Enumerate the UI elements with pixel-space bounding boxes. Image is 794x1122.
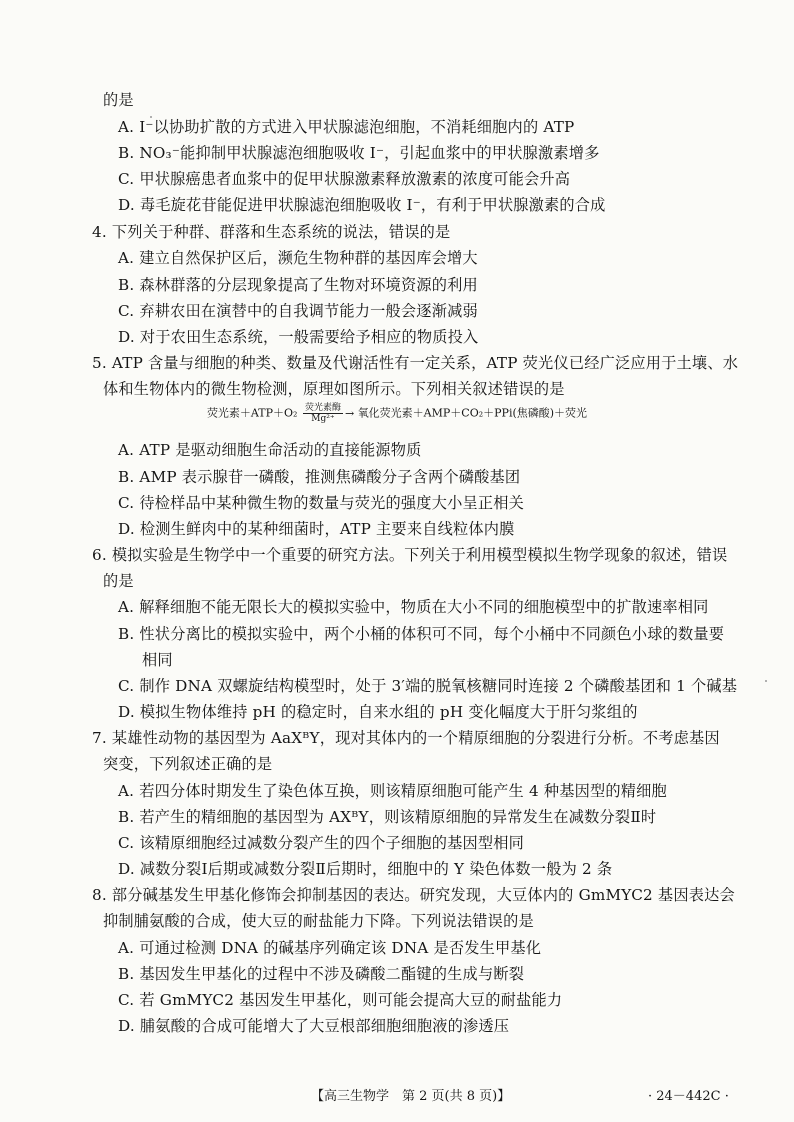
text-line: A. 可通过检测 DNA 的碱基序列确定该 DNA 是否发生甲基化 [118,939,542,957]
text-line: B. 性状分离比的模拟实验中，两个小桶的体积可不同，每个小桶中不同颜色小球的数量要 [118,625,725,643]
text-line: B. AMP 表示腺苷一磷酸，推测焦磷酸分子含两个磷酸基团 [118,468,521,486]
text-line: C. 该精原细胞经过减数分裂产生的四个子细胞的基因型相同 [118,834,525,852]
text-line: C. 弃耕农田在演替中的自我调节能力一般会逐渐减弱 [118,302,478,320]
text-line: D. 对于农田生态系统，一般需要给予相应的物质投入 [118,328,479,346]
text-line: D. 模拟生物体维持 pH 的稳定时，自来水组的 pH 变化幅度大于肝匀浆组的 [118,703,638,721]
luciferase-reaction-equation [0,403,794,424]
text-line: 4. 下列关于种群、群落和生态系统的说法，错误的是 [92,223,451,241]
text-line: A. 解释细胞不能无限长大的模拟实验中，物质在大小不同的细胞模型中的扩散速率相同 [118,598,709,616]
text-line: B. 基因发生甲基化的过程中不涉及磷酸二酯键的生成与断裂 [118,965,525,983]
text-line: D. 减数分裂Ⅰ后期或减数分裂Ⅱ后期时，细胞中的 Y 染色体数一般为 2 条 [118,860,613,878]
reaction-arrow: → [344,406,355,420]
text-line: 8. 部分碱基发生甲基化修饰会抑制基因的表达。研究发现，大豆体内的 GmMYC2 基因表达会 [92,886,735,904]
equation-reactants: 荧光素＋ATP＋O₂ [206,406,298,420]
text-line: 7. 某雄性动物的基因型为 AaXᴮY，现对其体内的一个精原细胞的分裂进行分析。不考虑基因 [92,729,720,747]
text-line: 的是 [103,91,134,109]
text-line: A. 建立自然保护区后，濒危生物种群的基因库会增大 [118,249,478,267]
text-line: 突变，下列叙述正确的是 [103,755,273,773]
text-line: C. 甲状腺癌患者血浆中的促甲状腺激素释放激素的浓度可能会升高 [118,170,571,188]
scan-speck [765,680,767,682]
text-line: D. 检测生鲜肉中的某种细菌时，ATP 主要来自线粒体内膜 [118,520,515,538]
reaction-condition [303,403,343,424]
footer-exam-code: · 24－442C · [648,1089,729,1104]
text-line: D. 毒毛旋花苷能促进甲状腺滤泡细胞吸收 I⁻，有利于甲状腺激素的合成 [118,196,606,214]
text-line: A. ATP 是驱动细胞生命活动的直接能源物质 [118,441,422,459]
text-line: 的是 [103,572,134,590]
reaction-cofactor: Mg²⁺ [311,414,335,424]
text-line: C. 待检样品中某种微生物的数量与荧光的强度大小呈正相关 [118,494,525,512]
text-line: 6. 模拟实验是生物学中一个重要的研究方法。下列关于利用模型模拟生物学现象的叙述，错误 [92,546,728,564]
equation-products: 氧化荧光素＋AMP＋CO₂＋PPi(焦磷酸)＋荧光 [357,406,588,420]
text-line: B. 森林群落的分层现象提高了生物对环境资源的利用 [118,276,478,294]
text-line: A. I⁻以协助扩散的方式进入甲状腺滤泡细胞，不消耗细胞内的 ATP [118,118,575,136]
text-line: C. 若 GmMYC2 基因发生甲基化，则可能会提高大豆的耐盐能力 [118,991,563,1009]
text-line: B. 若产生的精细胞的基因型为 AXᴮY，则该精原细胞的异常发生在减数分裂Ⅱ时 [118,808,657,826]
text-line: 5. ATP 含量与细胞的种类、数量及代谢活性有一定关系，ATP 荧光仪已经广泛应用于土壤、水 [92,354,739,372]
scan-speck [150,116,152,118]
text-line: 抑制脯氨酸的合成，使大豆的耐盐能力下降。下列说法错误的是 [103,912,534,930]
text-line: D. 脯氨酸的合成可能增大了大豆根部细胞细胞液的渗透压 [118,1017,510,1035]
text-line: C. 制作 DNA 双螺旋结构模型时，处于 3′端的脱氧核糖同时连接 2 个磷酸基团和 1 个碱基 [118,677,738,695]
text-line: 相同 [142,651,173,669]
text-line: 体和生物体内的微生物检测，原理如图所示。下列相关叙述错误的是 [103,380,565,398]
text-line: B. NO₃⁻能抑制甲状腺滤泡细胞吸收 I⁻，引起血浆中的甲状腺激素增多 [118,144,600,162]
text-line: A. 若四分体时期发生了染色体互换，则该精原细胞可能产生 4 种基因型的精细胞 [118,782,667,800]
reaction-enzyme: 荧光素酶 [304,403,341,413]
footer-page-label: 【高三生物学 第 2 页(共 8 页)】 [311,1089,511,1104]
